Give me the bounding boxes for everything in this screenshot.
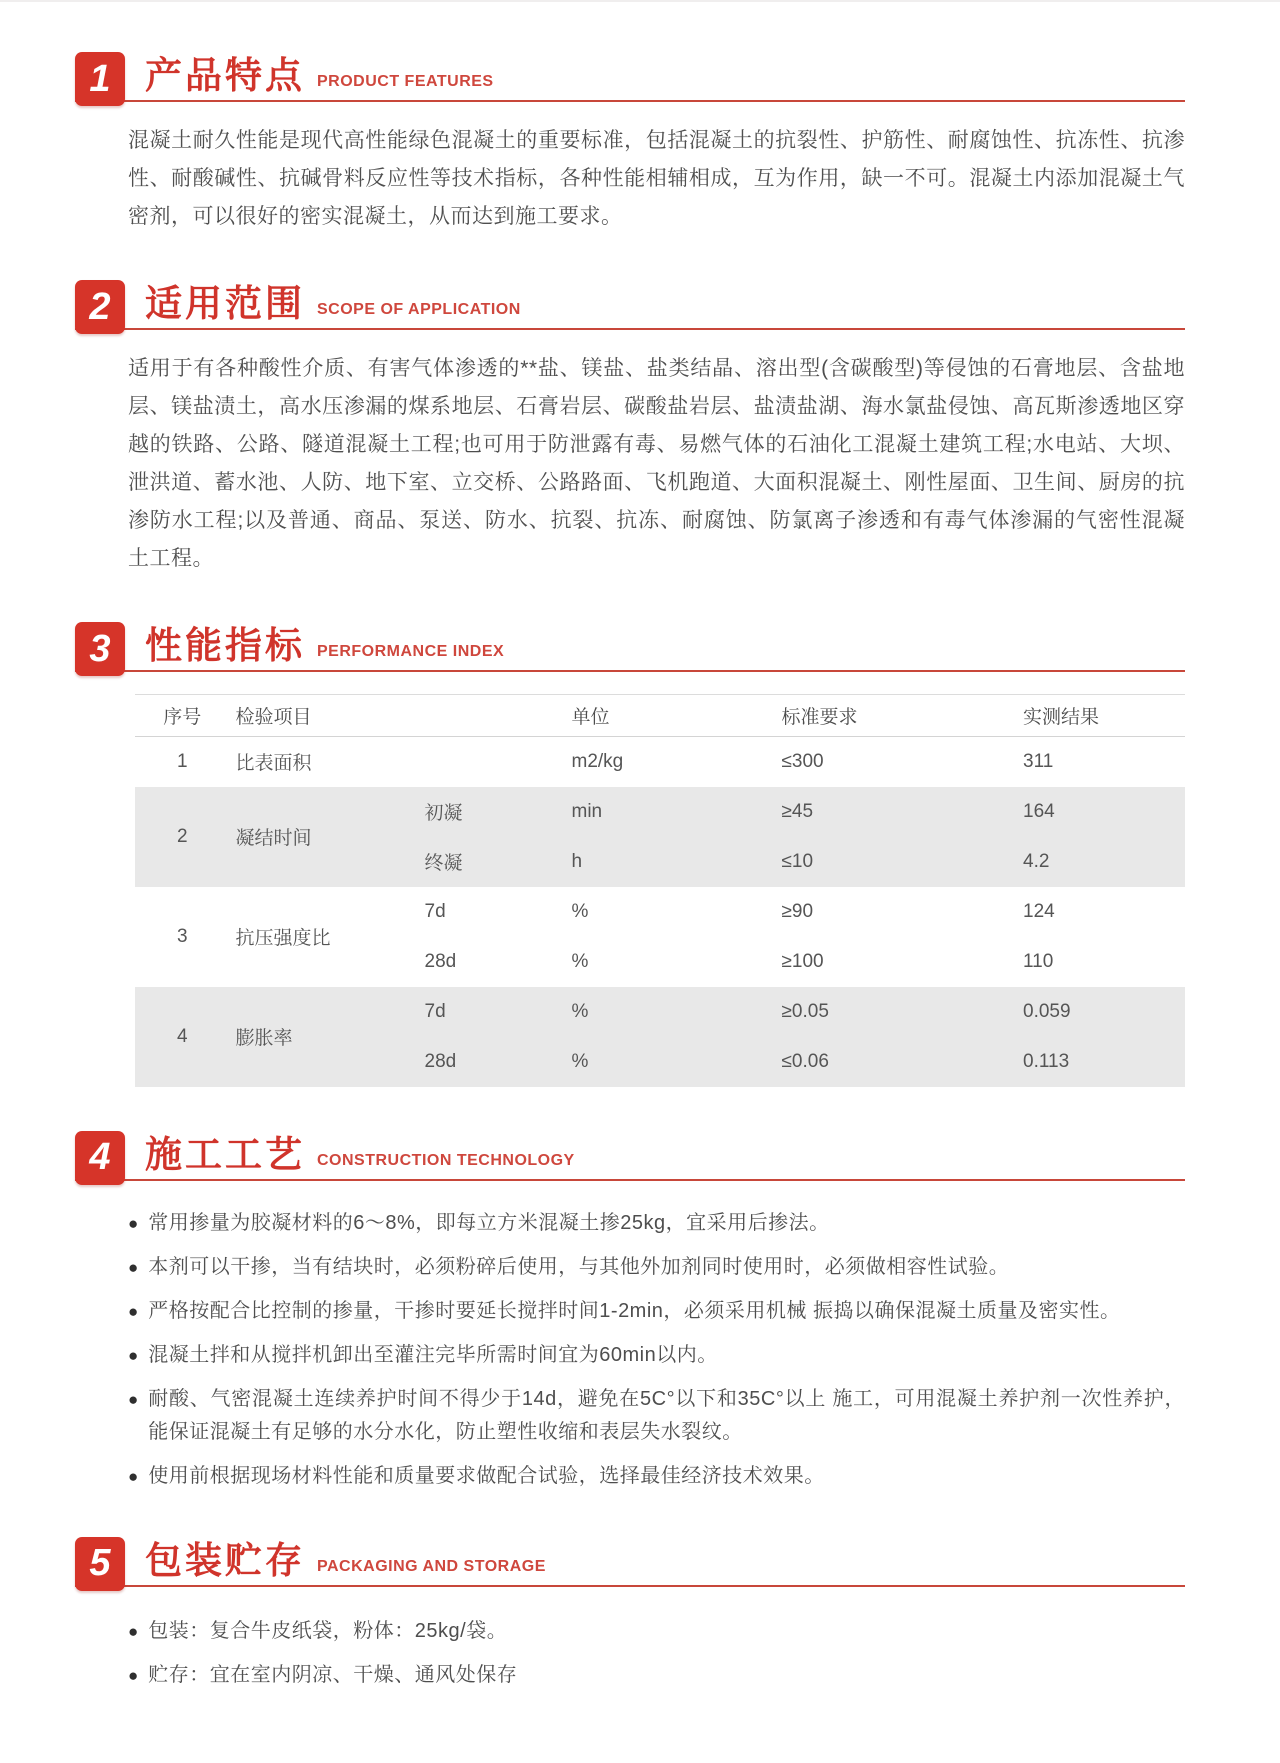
bullet-text: 使用前根据现场材料性能和质量要求做配合试验，选择最佳经济技术效果。 xyxy=(148,1464,825,1487)
section-title-zh: 施工工艺 xyxy=(145,1133,305,1175)
list-item xyxy=(128,1295,1185,1328)
section-number-badge xyxy=(75,1537,125,1591)
table-body xyxy=(135,737,1185,1087)
cell-unit: % xyxy=(571,900,589,922)
cell-unit: % xyxy=(571,950,589,972)
bullet-text: 本剂可以干掺，当有结块时，必须粉碎后使用，与其他外加剂同时使用时，必须做相容性试验。 xyxy=(148,1255,1010,1278)
table-row xyxy=(135,737,1185,787)
scope-paragraph: 适用于有各种酸性介质、有害气体渗透的**盐、镁盐、盐类结晶、溶出型(含碳酸型)等侵蚀的石膏地层、含盐地层、镁盐渍土，高水压渗漏的煤系地层、石膏岩层、碳酸盐岩层、盐渍盐湖、海水氯盐侵蚀、高瓦斯渗透地区穿越的铁路、公路、隧道混凝土工程;也可用于防泄露有毒、易燃气体的石油化工混凝土建筑工程;水电站、大坝、泄洪道、蓄水池、人防、地下室、立交桥、公路路面、飞机跑道、大面积混凝土、刚性屋面、卫生间、厨房的抗渗防水工程;以及普通、商品、泵送、防水、抗裂、抗冻、耐腐蚀、防氯离子渗透和有毒气体渗漏的气密性混凝土工程。 xyxy=(128,357,1185,570)
section-title-en: PRODUCT FEATURES xyxy=(317,73,494,90)
cell-item: 膨胀率 xyxy=(235,1028,293,1049)
construction-bullet-list xyxy=(75,1181,1185,1493)
section-header xyxy=(75,280,1185,330)
packaging-bullet-list xyxy=(75,1587,1185,1692)
bullet-dot-icon: ● xyxy=(128,1301,139,1321)
list-item xyxy=(128,1615,1185,1648)
section-construction-technology xyxy=(75,1131,1185,1493)
header-item: 检验项目 xyxy=(230,695,566,737)
features-paragraph: 混凝土耐久性能是现代高性能绿色混凝土的重要标准，包括混凝土的抗裂性、护筋性、耐腐蚀性、抗冻性、抗渗性、耐酸碱性、抗碱骨料反应性等技术指标，各种性能相辅相成，互为作用，缺一不可。混凝土内添加混凝土气密剂，可以很好的密实混凝土，从而达到施工要求。 xyxy=(128,129,1185,228)
bullet-text: 包装：复合牛皮纸袋，粉体：25kg/袋。 xyxy=(148,1619,508,1642)
section-packaging-and-storage xyxy=(75,1537,1185,1692)
table-row xyxy=(135,887,1185,937)
cell-no: 4 xyxy=(176,1025,188,1047)
cell-sub: 终凝 xyxy=(424,853,463,874)
bullet-dot-icon: ● xyxy=(128,1389,139,1409)
section-title-en: PACKAGING AND STORAGE xyxy=(317,1557,546,1575)
cell-sub: 7d xyxy=(424,1000,446,1022)
list-item xyxy=(128,1339,1185,1372)
cell-unit: min xyxy=(571,800,603,822)
table-header-row xyxy=(135,695,1185,737)
section-number: 4 xyxy=(89,1136,111,1178)
bullet-dot-icon: ● xyxy=(128,1621,139,1641)
product-datasheet-page xyxy=(0,2,1280,1763)
cell-unit: m2/kg xyxy=(571,750,624,772)
cell-unit: % xyxy=(571,1050,589,1072)
bullet-text: 常用掺量为胶凝材料的6～8%，即每立方米混凝土掺25kg，宜采用后掺法。 xyxy=(148,1211,830,1234)
section-title-zh: 产品特点 xyxy=(145,55,305,96)
cell-result: 4.2 xyxy=(1023,850,1050,872)
section-header xyxy=(75,622,1185,672)
cell-no: 2 xyxy=(176,825,188,847)
section-title-en: CONSTRUCTION TECHNOLOGY xyxy=(317,1151,575,1169)
cell-standard: ≤10 xyxy=(781,850,814,872)
list-item xyxy=(128,1207,1185,1240)
cell-sub: 初凝 xyxy=(424,803,463,824)
bullet-dot-icon: ● xyxy=(128,1345,139,1365)
cell-sub: 28d xyxy=(424,950,457,972)
cell-standard: ≤300 xyxy=(781,750,824,772)
section-number-badge xyxy=(75,1131,125,1185)
section-scope-of-application xyxy=(75,280,1185,578)
cell-standard: ≥100 xyxy=(781,950,824,972)
bullet-dot-icon: ● xyxy=(128,1257,139,1277)
cell-result: 0.059 xyxy=(1023,1000,1071,1022)
bullet-text: 混凝土拌和从搅拌机卸出至灌注完毕所需时间宜为60min以内。 xyxy=(148,1343,718,1366)
section-performance-index xyxy=(75,622,1185,1087)
header-unit: 单位 xyxy=(566,695,776,737)
section-product-features xyxy=(75,52,1185,236)
bullet-dot-icon: ● xyxy=(128,1213,139,1233)
list-item xyxy=(128,1251,1185,1284)
performance-table xyxy=(135,694,1185,1087)
cell-standard: ≤0.06 xyxy=(781,1050,829,1072)
section-header xyxy=(75,1131,1185,1181)
bullet-text: 耐酸、气密混凝土连续养护时间不得少于14d，避免在5C°以下和35C°以上 施工，可用混凝土养护剂一次性养护，能保证混凝土有足够的水分水化，防止塑性收缩和表层失水裂纹。 xyxy=(148,1387,1185,1443)
table-row xyxy=(135,787,1185,837)
header-standard: 标准要求 xyxy=(776,695,1018,737)
cell-unit: h xyxy=(571,850,583,872)
section-number: 1 xyxy=(89,57,111,100)
cell-no: 3 xyxy=(176,925,188,947)
cell-standard: ≥90 xyxy=(781,900,814,922)
cell-result: 164 xyxy=(1023,800,1055,822)
section-title-en: PERFORMANCE INDEX xyxy=(317,643,505,660)
cell-result: 110 xyxy=(1023,950,1054,972)
list-item xyxy=(128,1659,1185,1692)
section-number-badge xyxy=(75,52,125,106)
bullet-dot-icon: ● xyxy=(128,1665,139,1685)
cell-sub: 7d xyxy=(424,900,446,922)
table-row xyxy=(135,987,1185,1037)
cell-item: 凝结时间 xyxy=(235,828,312,849)
section-title-zh: 适用范围 xyxy=(145,283,305,324)
section-number: 2 xyxy=(89,285,111,328)
cell-item: 比表面积 xyxy=(235,753,312,775)
cell-result: 0.113 xyxy=(1023,1050,1070,1072)
bullet-dot-icon: ● xyxy=(128,1466,139,1486)
section-header xyxy=(75,52,1185,102)
cell-unit: % xyxy=(571,1000,589,1022)
bullet-text: 贮存：宜在室内阴凉、干燥、通风处保存 xyxy=(148,1663,518,1686)
section-title-en: SCOPE OF APPLICATION xyxy=(317,301,521,318)
section-number-badge xyxy=(75,280,125,334)
cell-item: 抗压强度比 xyxy=(235,928,331,949)
bullet-text: 严格按配合比控制的掺量，干掺时要延长搅拌时间1-2min，必须采用机械 振捣以确保混凝土质量及密实性。 xyxy=(148,1299,1121,1322)
section-header xyxy=(75,1537,1185,1587)
header-no: 序号 xyxy=(135,695,230,737)
cell-standard: ≥45 xyxy=(781,800,814,822)
section-title-zh: 性能指标 xyxy=(145,625,305,666)
section-number-badge xyxy=(75,622,125,676)
section-number: 5 xyxy=(89,1542,111,1584)
cell-result: 124 xyxy=(1023,900,1055,922)
cell-result: 311 xyxy=(1023,750,1054,772)
header-result: 实测结果 xyxy=(1017,695,1185,737)
list-item xyxy=(128,1383,1185,1449)
section-title-zh: 包装贮存 xyxy=(145,1539,305,1581)
cell-sub xyxy=(419,737,566,787)
list-item xyxy=(128,1460,1185,1493)
cell-standard: ≥0.05 xyxy=(781,1000,829,1022)
cell-sub: 28d xyxy=(424,1050,457,1072)
section-number: 3 xyxy=(89,627,111,670)
performance-table-wrapper xyxy=(75,672,1185,1087)
cell-no: 1 xyxy=(176,750,188,772)
table-head xyxy=(135,695,1185,737)
